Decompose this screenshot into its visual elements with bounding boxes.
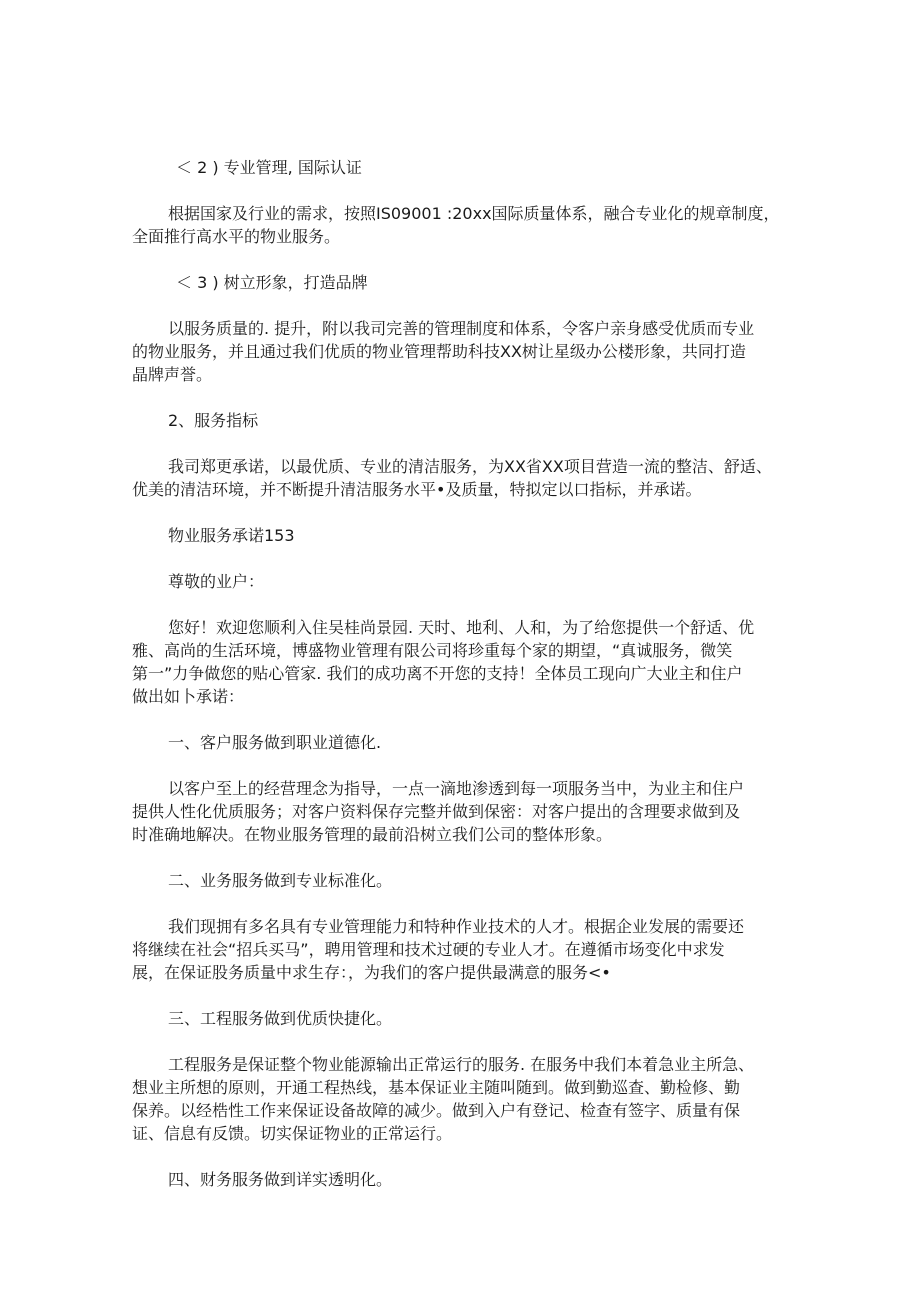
paragraph-line: 将继续在社会“招兵买马”，聘用管理和技术过硬的专业人才。在遵循市场变化中求发 xyxy=(132,940,725,959)
paragraph xyxy=(132,317,792,386)
paragraph-line: 展，在保证股务质量中求生存：，为我们的客户提供最满意的服务<• xyxy=(132,963,611,982)
paragraph xyxy=(132,616,792,708)
section-heading: 2、服务指标 xyxy=(168,411,259,430)
paragraph-line: 我司郑更承诺，以最优质、专业的清洁服务，为XX省XX项目营造一流的整洁、舒适、 xyxy=(168,457,772,476)
paragraph xyxy=(132,202,792,248)
section-heading: 三、工程服务做到优质快捷化。 xyxy=(168,1009,393,1028)
section-heading: ＜ 2 ) 专业管理, 国际认证 xyxy=(176,158,362,177)
paragraph-line: 我们现拥有多名具有专业管理能力和特种作业技术的人才。根据企业发展的需要还 xyxy=(168,917,745,936)
paragraph-line: 以服务质量的. 提升，附以我司完善的管理制度和体系，令客户亲身感受优质而专业 xyxy=(168,319,755,338)
paragraph-line: 您好！欢迎您顺利入住吴桂尚景园. 天时、地利、人和，为了给您提供一个舒适、优 xyxy=(168,618,755,637)
paragraph xyxy=(132,455,792,501)
section-heading: 四、财务服务做到详实透明化。 xyxy=(168,1170,393,1189)
paragraph-line: 优美的清洁环境，并不断提升清洁服务水平•及质量，特拟定以口指标，并承诺。 xyxy=(132,480,702,499)
paragraph-line: 提供人性化优质服务；对客户资料保存完整并做到保密：对客户提出的含理要求做到及 xyxy=(132,802,741,821)
paragraph-line: 做出如卜承诺： xyxy=(132,687,245,706)
section-heading: 二、业务服务做到专业标准化。 xyxy=(168,871,393,890)
document-body xyxy=(132,156,792,1214)
paragraph-line: 以客户至上的经营理念为指导，一点一滴地渗透到每一项服务当中，为业主和住户 xyxy=(168,779,745,798)
paragraph-line: 证、信息有反馈。切实保证物业的正常运行。 xyxy=(132,1124,453,1143)
paragraph-line: 第一”力争做您的贴心管家. 我们的成功离不开您的支持！全体员工现向广大业主和住户 xyxy=(132,664,743,683)
section-heading: 尊敬的业户： xyxy=(168,572,265,591)
paragraph-line: 根据国家及行业的需求，按照IS09001 :20xx国际质量体系，融合专业化的规章制度， xyxy=(168,204,780,223)
section-heading: ＜ 3 ) 树立形象，打造品牌 xyxy=(176,273,368,292)
paragraph-line: 雅、高尚的生活环境，博盛物业管理有限公司将珍重每个家的期望，“真诚服务，微笑 xyxy=(132,641,733,660)
paragraph-line: 的物业服务，并且通过我们优质的物业管理帮助科技XX树让星级办公楼形象，共同打造 xyxy=(132,342,746,361)
paragraph-line: 晶牌声誉。 xyxy=(132,365,213,384)
paragraph-line: 时准确地解决。在物业服务管理的最前沿树立我们公司的整体形象。 xyxy=(132,825,613,844)
paragraph-line: 工程服务是保证整个物业能源输出正常运行的服务. 在服务中我们本着急业主所急、 xyxy=(168,1055,755,1074)
paragraph-line: 想业主所想的原则，开通工程热线，基本保证业主随叫随到。做到勤巡查、勤检修、勤 xyxy=(132,1078,741,1097)
section-heading: 一、客户服务做到职业道德化. xyxy=(168,733,382,752)
paragraph xyxy=(132,915,792,984)
paragraph xyxy=(132,777,792,846)
paragraph-line: 全面推行高水平的物业服务。 xyxy=(132,227,341,246)
section-heading: 物业服务承诺153 xyxy=(168,526,295,545)
paragraph xyxy=(132,1053,792,1145)
paragraph-line: 保养。以经梏性工作来保证设备故障的减少。做到入户有登记、检查有签字、质量有保 xyxy=(132,1101,741,1120)
